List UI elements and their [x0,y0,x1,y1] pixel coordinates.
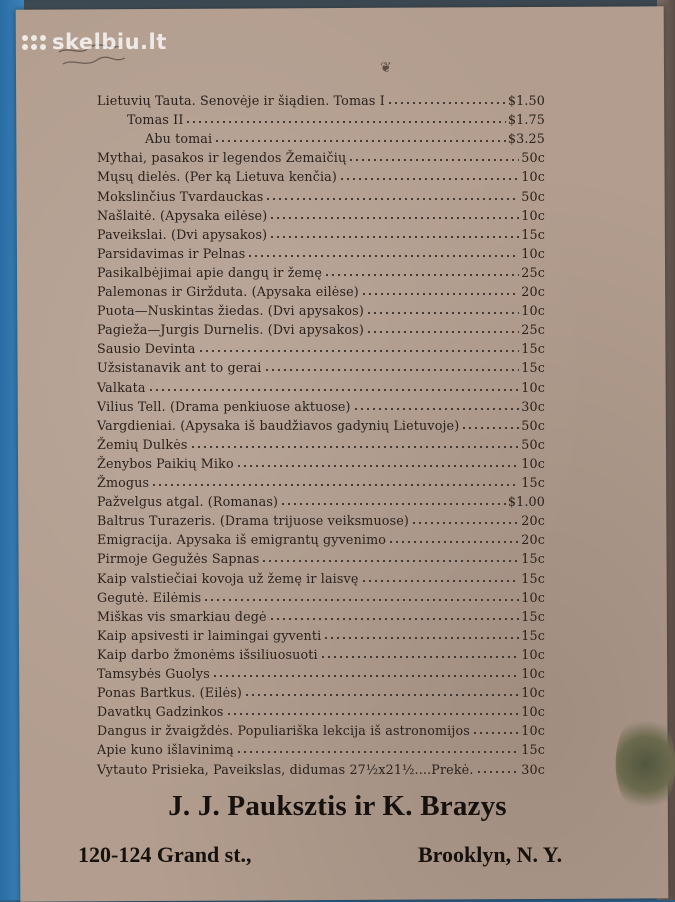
catalog-item-title: Kaip darbo žmonėms išsiliuosuoti [97,646,318,662]
catalog-item-title: Pažvelgus atgal. (Romanas) [97,494,279,510]
catalog-item-price: 50c [521,417,545,433]
dot-leader [214,139,506,143]
catalog-item-title: Kaip valstiečiai kovoja už žemę ir laisvę [97,570,359,586]
dot-leader [264,368,520,372]
catalog-item-title: Miškas vis smarkiau degė [97,608,267,624]
dot-leader [353,407,520,411]
catalog-item-title: Vargdieniai. (Apysaka iš baudžiavos gadynių Lietuvoje) [97,417,460,433]
catalog-item-title: Sausio Devinta [97,341,196,357]
catalog-item-price: 20c [521,532,545,548]
dot-leader [151,483,519,487]
dot-leader [472,731,519,735]
catalog-item-title: Mokslinčius Tvardauckas [97,188,264,204]
catalog-item-title: Tomas II [127,112,184,128]
catalog-item [97,758,545,777]
catalog-item-price: 50c [521,188,545,204]
catalog-item-title: Pirmoje Gegužės Sapnas [97,551,260,567]
catalog-item-title: Lietuvių Tauta. Senovėje ir šiądien. Tomas I [97,93,385,108]
catalog-item-title: Mųsų dielės. (Per ką Lietuva kenčia) [97,169,337,185]
dot-leader [148,388,520,392]
catalog-item-title: Vilius Tell. (Drama penkiuose aktuose) [97,398,351,414]
catalog-item-title: Davatkų Gadzinkos [97,704,224,720]
catalog-item-title: Parsidavimas ir Pelnas [97,245,246,261]
catalog-item [97,490,545,509]
catalog-item-title: Apie kuno išlavinimą [97,742,234,758]
catalog-item-price: $1.75 [507,112,545,128]
dot-leader [476,770,520,774]
catalog-item [97,662,545,681]
catalog-item [97,318,545,337]
catalog-item-price: 30c [521,398,545,414]
dot-leader [269,235,519,239]
catalog-item-title: Dangus ir žvaigždės. Populiariška lekcija iš astronomijos [97,723,470,739]
catalog-item-price: 10c [521,589,545,605]
catalog-item-price: $3.25 [507,131,545,147]
dot-leader [226,712,520,716]
catalog-item [97,605,545,624]
catalog-item-price: 20c [521,284,545,299]
catalog-item [97,586,545,605]
catalog-item-price: 10c [521,704,545,720]
dot-leader [261,559,519,563]
catalog-item-title: Užsistanavik ant to gerai [97,360,262,376]
publisher-address: 120-124 Grand st., [78,842,252,867]
catalog-item-price: 15c [521,608,545,624]
dot-leader [348,158,519,162]
catalog-item [97,299,545,318]
dot-leader [185,120,505,124]
catalog-item-price: 10c [521,646,545,662]
catalog-item-price: $1.50 [507,93,545,108]
catalog-item [97,700,545,719]
dot-leader [269,617,520,621]
watermark-logo-icon [22,35,46,50]
catalog-item-price: 15c [521,360,545,376]
publishers-name: J. J. Pauksztis ir K. Brazys [168,790,507,822]
catalog-item-price: 25c [521,264,545,280]
dot-leader [265,197,519,201]
dot-leader [411,521,519,525]
dot-leader [212,674,519,678]
publisher-city: Brooklyn, N. Y. [418,842,563,867]
dot-leader [361,579,520,583]
catalog-item-price: 10c [521,455,545,471]
dot-leader [203,598,519,602]
catalog-item-title: Tamsybės Guolys [97,666,210,681]
catalog-item-price: 25c [521,322,545,338]
catalog-item-price: 10c [521,379,545,395]
catalog-item [97,108,545,127]
catalog-item [97,624,545,643]
catalog-item [97,337,545,356]
catalog-item [97,204,545,223]
catalog-item-title: Našlaitė. (Apysaka eilėse) [97,207,268,223]
catalog-item [97,738,545,757]
catalog-item [97,452,545,471]
dot-leader [247,254,519,258]
catalog-item [97,280,545,299]
dot-leader [190,445,520,449]
catalog-item-price: 10c [521,685,545,701]
catalog-item-title: Emigracija. Apysaka iš emigrantų gyvenimo [97,532,387,548]
catalog-item [97,681,545,700]
catalog-item-price: 20c [521,513,545,529]
catalog-item-price: 10c [521,245,545,261]
catalog-item-price: $1.00 [507,494,545,510]
catalog-item-title: Ponas Bartkus. (Eilės) [97,685,243,701]
catalog-item [97,643,545,662]
dot-leader [198,349,520,353]
catalog-item [97,376,545,395]
catalog-item-title: Pasikalbėjimai apie dangų ir žemę [97,264,323,280]
catalog-item [97,127,545,146]
catalog-item-price: 15c [521,341,545,357]
dot-leader [236,750,519,754]
dot-leader [339,177,519,181]
catalog-item [97,509,545,528]
dot-leader [324,273,519,277]
catalog-item [97,242,545,261]
catalog-item-title: Abu tomai [145,131,213,147]
dot-leader [244,693,519,697]
catalog-item [97,165,545,184]
catalog-item-price: 15c [521,742,545,758]
catalog-item-title: Gegutė. Eilėmis [97,589,202,605]
watermark [22,30,167,54]
catalog-item [97,395,545,414]
watermark-text: skelbiu.lt [52,30,167,54]
dot-leader [280,502,506,506]
catalog-item-title: Žmogus [97,475,150,490]
catalog-item [97,261,545,280]
catalog-item-price: 50c [521,150,545,166]
catalog-item-title: Žemių Dulkės [97,436,188,452]
dot-leader [361,292,519,296]
catalog-item-title: Vytauto Prisieka, Paveikslas, didumas 27½x21½....Prekė. [97,761,474,777]
catalog-item-price: 10c [521,303,545,319]
dot-leader [236,464,520,468]
dot-leader [323,636,519,640]
catalog-item [97,414,545,433]
catalog-item-title: Mythai, pasakos ir legendos Žemaičių [97,150,347,166]
catalog-item-price: 15c [521,475,545,490]
catalog-item-title: Baltrus Turazeris. (Drama trijuose veiksmuose) [97,513,410,529]
catalog-item-price: 10c [521,723,545,739]
catalog-item-price: 30c [521,761,545,777]
catalog-item-title: Palemonas ir Giržduta. (Apysaka eilėse) [97,284,359,299]
catalog-item [97,185,545,204]
catalog-item [97,567,545,586]
catalog-item-title: Puota—Nuskintas žiedas. (Dvi apysakos) [97,303,364,319]
dot-leader [461,426,519,430]
dot-leader [320,655,520,659]
catalog-item [97,528,545,547]
catalog-item-price: 15c [521,570,545,586]
dot-leader [269,216,519,220]
catalog-item-price: 50c [521,436,545,452]
catalog-item-title: Valkata [97,379,146,395]
catalog-item-price: 15c [521,551,545,567]
catalog-item [97,223,545,242]
ornament-icon: ❦ [380,60,392,76]
catalog-item [97,146,545,165]
catalog-item-price: 15c [521,627,545,643]
catalog-item-title: Ženybos Paikių Miko [97,455,234,471]
catalog-item-title: Kaip apsivesti ir laimingai gyventi [97,627,322,643]
catalog-item [97,471,545,490]
catalog-item-price: 15c [521,226,545,242]
catalog-item [97,433,545,452]
catalog-item-price: 10c [521,207,545,223]
catalog-item [97,356,545,375]
dot-leader [366,311,519,315]
catalog-item-title: Pagieža—Jurgis Durnelis. (Dvi apysakos) [97,322,364,338]
dot-leader [388,540,519,544]
dot-leader [387,101,506,105]
catalog-item [97,719,545,738]
dot-leader [366,330,519,334]
catalog-item [97,89,545,108]
catalog-item [97,547,545,566]
catalog-item-price: 10c [521,666,545,681]
catalog-item-price: 10c [521,169,545,185]
catalog-item-title: Paveikslai. (Dvi apysakos) [97,226,268,242]
